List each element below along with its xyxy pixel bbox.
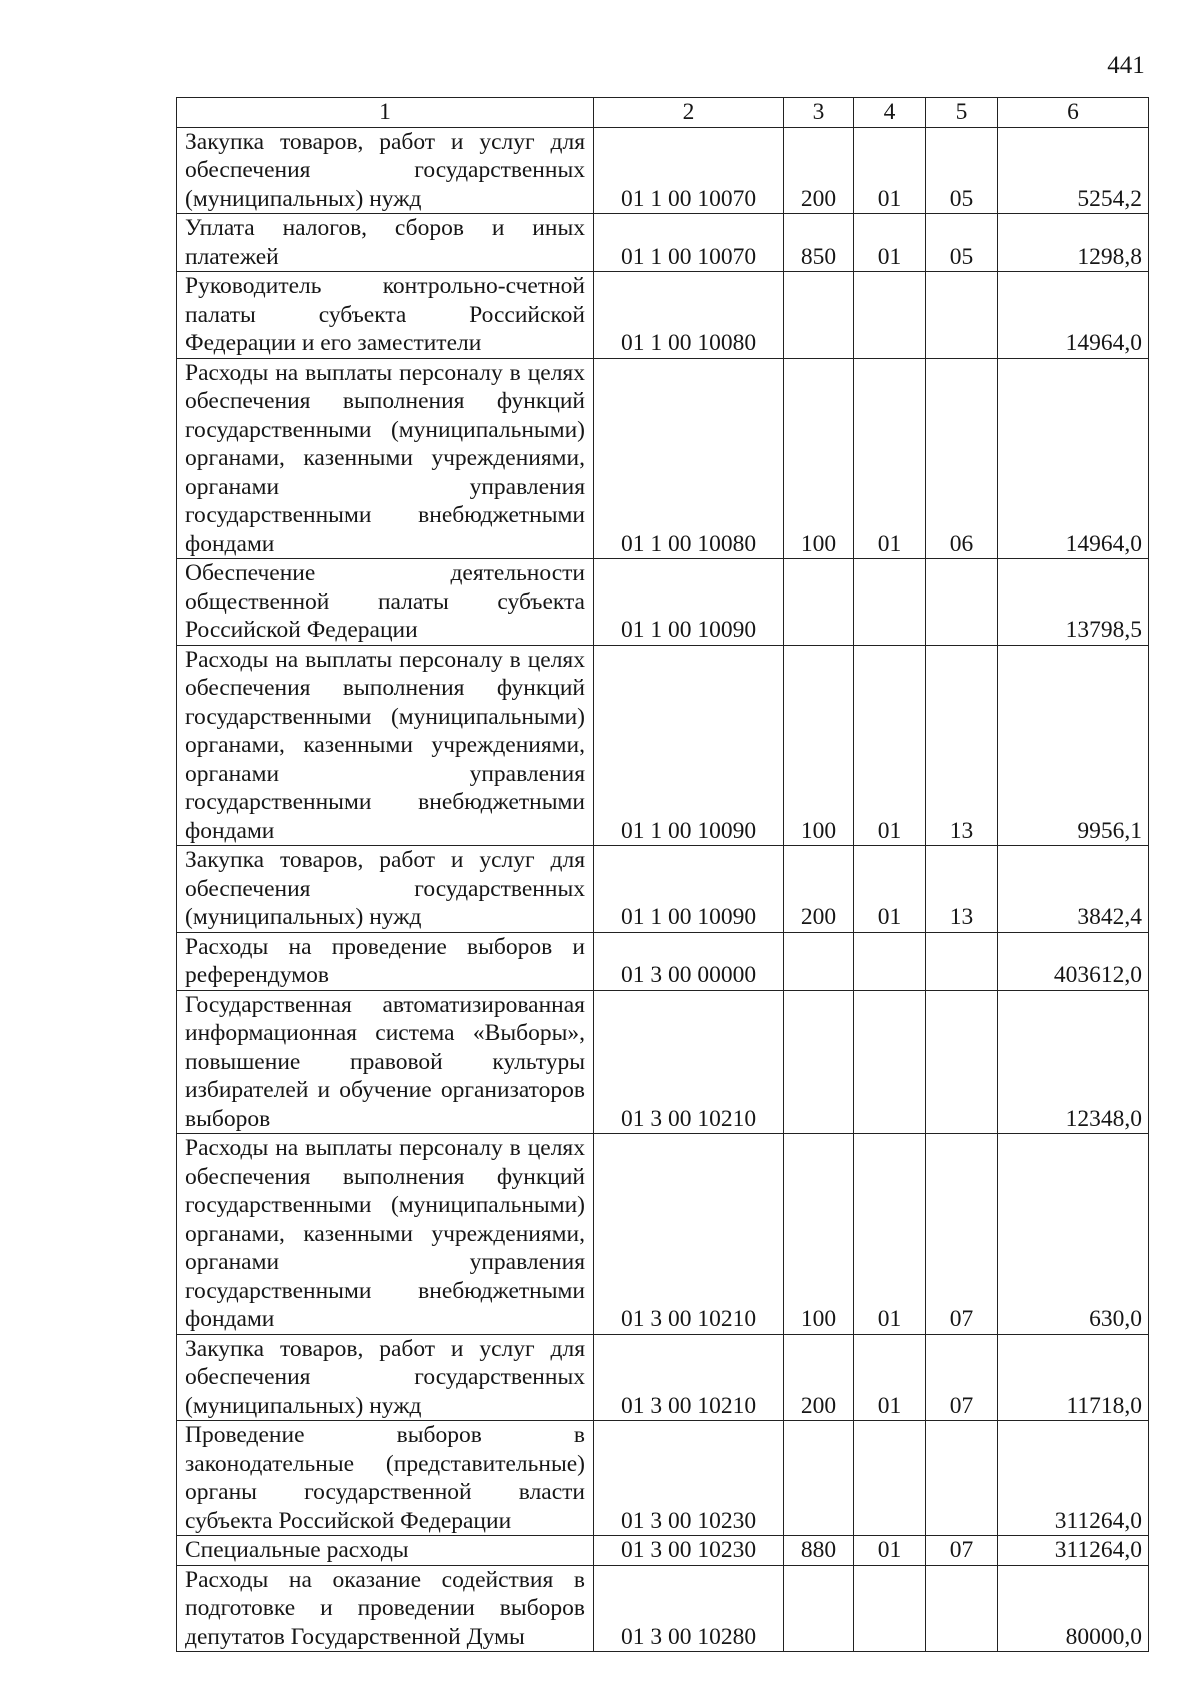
table-row (177, 990, 1149, 1134)
row-rz-cell: 01 (854, 1536, 926, 1566)
row-code-cell: 01 1 00 10070 (594, 214, 784, 272)
row-name-cell: Расходы на проведение выборов и референдумов (177, 932, 594, 990)
row-pr-cell: 05 (926, 214, 998, 272)
row-code-cell: 01 3 00 10280 (594, 1565, 784, 1652)
row-pr-cell: 07 (926, 1134, 998, 1335)
row-name-cell: Государственная автоматизированная информационная система «Выборы», повышение правовой культуры избирателей и обучение организаторов выборов (177, 990, 594, 1134)
table-row (177, 932, 1149, 990)
column-header: 3 (784, 98, 854, 128)
row-code-cell: 01 3 00 10230 (594, 1536, 784, 1566)
row-name-cell: Специальные расходы (177, 1536, 594, 1566)
row-code-cell: 01 3 00 10230 (594, 1421, 784, 1536)
table-row (177, 1334, 1149, 1421)
header-row (177, 98, 1149, 128)
row-vr-cell: 200 (784, 846, 854, 933)
row-vr-cell (784, 1565, 854, 1652)
row-code-cell: 01 1 00 10090 (594, 846, 784, 933)
table-row (177, 127, 1149, 214)
row-vr-cell: 100 (784, 645, 854, 846)
row-sum-cell: 13798,5 (998, 559, 1149, 646)
table-row (177, 1421, 1149, 1536)
row-sum-cell: 14964,0 (998, 272, 1149, 359)
row-pr-cell (926, 990, 998, 1134)
row-sum-cell: 311264,0 (998, 1421, 1149, 1536)
row-code-cell: 01 1 00 10070 (594, 127, 784, 214)
row-pr-cell: 07 (926, 1536, 998, 1566)
row-sum-cell: 311264,0 (998, 1536, 1149, 1566)
column-header: 4 (854, 98, 926, 128)
table-row (177, 272, 1149, 359)
row-sum-cell: 80000,0 (998, 1565, 1149, 1652)
row-rz-cell: 01 (854, 1134, 926, 1335)
row-code-cell: 01 1 00 10090 (594, 645, 784, 846)
row-code-cell: 01 3 00 10210 (594, 1134, 784, 1335)
row-rz-cell: 01 (854, 1334, 926, 1421)
row-code-cell: 01 1 00 10080 (594, 358, 784, 559)
row-rz-cell (854, 272, 926, 359)
row-sum-cell: 12348,0 (998, 990, 1149, 1134)
row-pr-cell (926, 272, 998, 359)
table-row (177, 1565, 1149, 1652)
column-header: 5 (926, 98, 998, 128)
row-pr-cell (926, 1565, 998, 1652)
row-name-cell: Уплата налогов, сборов и иных платежей (177, 214, 594, 272)
row-pr-cell: 13 (926, 846, 998, 933)
page-number: 441 (1107, 52, 1145, 79)
budget-table (176, 97, 1149, 1652)
row-vr-cell (784, 932, 854, 990)
row-rz-cell: 01 (854, 358, 926, 559)
row-vr-cell: 100 (784, 358, 854, 559)
table-row (177, 214, 1149, 272)
row-sum-cell: 9956,1 (998, 645, 1149, 846)
row-rz-cell: 01 (854, 127, 926, 214)
row-pr-cell: 13 (926, 645, 998, 846)
table-row (177, 1536, 1149, 1566)
row-vr-cell (784, 559, 854, 646)
row-code-cell: 01 1 00 10090 (594, 559, 784, 646)
row-code-cell: 01 3 00 10210 (594, 1334, 784, 1421)
row-name-cell: Расходы на выплаты персоналу в целях обеспечения выполнения функций государственными (муниципальными) органами, казенными учреждениями, органами управления государственными внебюджетными фондами (177, 1134, 594, 1335)
row-name-cell: Проведение выборов в законодательные (представительные) органы государственной власти субъекта Российской Федерации (177, 1421, 594, 1536)
row-name-cell: Расходы на выплаты персоналу в целях обеспечения выполнения функций государственными (муниципальными) органами, казенными учреждениями, органами управления государственными внебюджетными фондами (177, 358, 594, 559)
row-pr-cell (926, 932, 998, 990)
row-rz-cell (854, 1421, 926, 1536)
row-sum-cell: 14964,0 (998, 358, 1149, 559)
row-name-cell: Закупка товаров, работ и услуг для обеспечения государственных (муниципальных) нужд (177, 1334, 594, 1421)
column-header: 2 (594, 98, 784, 128)
row-pr-cell: 05 (926, 127, 998, 214)
row-vr-cell (784, 272, 854, 359)
row-code-cell: 01 3 00 10210 (594, 990, 784, 1134)
row-name-cell: Расходы на оказание содействия в подготовке и проведении выборов депутатов Государственной Думы (177, 1565, 594, 1652)
row-vr-cell (784, 990, 854, 1134)
row-name-cell: Расходы на выплаты персоналу в целях обеспечения выполнения функций государственными (муниципальными) органами, казенными учреждениями, органами управления государственными внебюджетными фондами (177, 645, 594, 846)
row-sum-cell: 403612,0 (998, 932, 1149, 990)
row-vr-cell: 880 (784, 1536, 854, 1566)
row-vr-cell (784, 1421, 854, 1536)
row-rz-cell (854, 932, 926, 990)
row-pr-cell (926, 1421, 998, 1536)
row-sum-cell: 11718,0 (998, 1334, 1149, 1421)
table-row (177, 645, 1149, 846)
row-vr-cell: 200 (784, 1334, 854, 1421)
row-pr-cell: 06 (926, 358, 998, 559)
table-row (177, 559, 1149, 646)
column-header: 6 (998, 98, 1149, 128)
row-pr-cell: 07 (926, 1334, 998, 1421)
table-row (177, 358, 1149, 559)
row-vr-cell: 200 (784, 127, 854, 214)
row-sum-cell: 630,0 (998, 1134, 1149, 1335)
column-header: 1 (177, 98, 594, 128)
row-sum-cell: 3842,4 (998, 846, 1149, 933)
row-rz-cell (854, 990, 926, 1134)
row-rz-cell (854, 1565, 926, 1652)
row-pr-cell (926, 559, 998, 646)
row-code-cell: 01 3 00 00000 (594, 932, 784, 990)
row-name-cell: Руководитель контрольно-счетной палаты субъекта Российской Федерации и его заместители (177, 272, 594, 359)
row-vr-cell: 100 (784, 1134, 854, 1335)
table-row (177, 846, 1149, 933)
row-rz-cell (854, 559, 926, 646)
row-name-cell: Закупка товаров, работ и услуг для обеспечения государственных (муниципальных) нужд (177, 846, 594, 933)
table-row (177, 1134, 1149, 1335)
row-code-cell: 01 1 00 10080 (594, 272, 784, 359)
row-rz-cell: 01 (854, 645, 926, 846)
row-name-cell: Закупка товаров, работ и услуг для обеспечения государственных (муниципальных) нужд (177, 127, 594, 214)
row-rz-cell: 01 (854, 846, 926, 933)
row-vr-cell: 850 (784, 214, 854, 272)
row-rz-cell: 01 (854, 214, 926, 272)
row-name-cell: Обеспечение деятельности общественной палаты субъекта Российской Федерации (177, 559, 594, 646)
row-sum-cell: 5254,2 (998, 127, 1149, 214)
row-sum-cell: 1298,8 (998, 214, 1149, 272)
